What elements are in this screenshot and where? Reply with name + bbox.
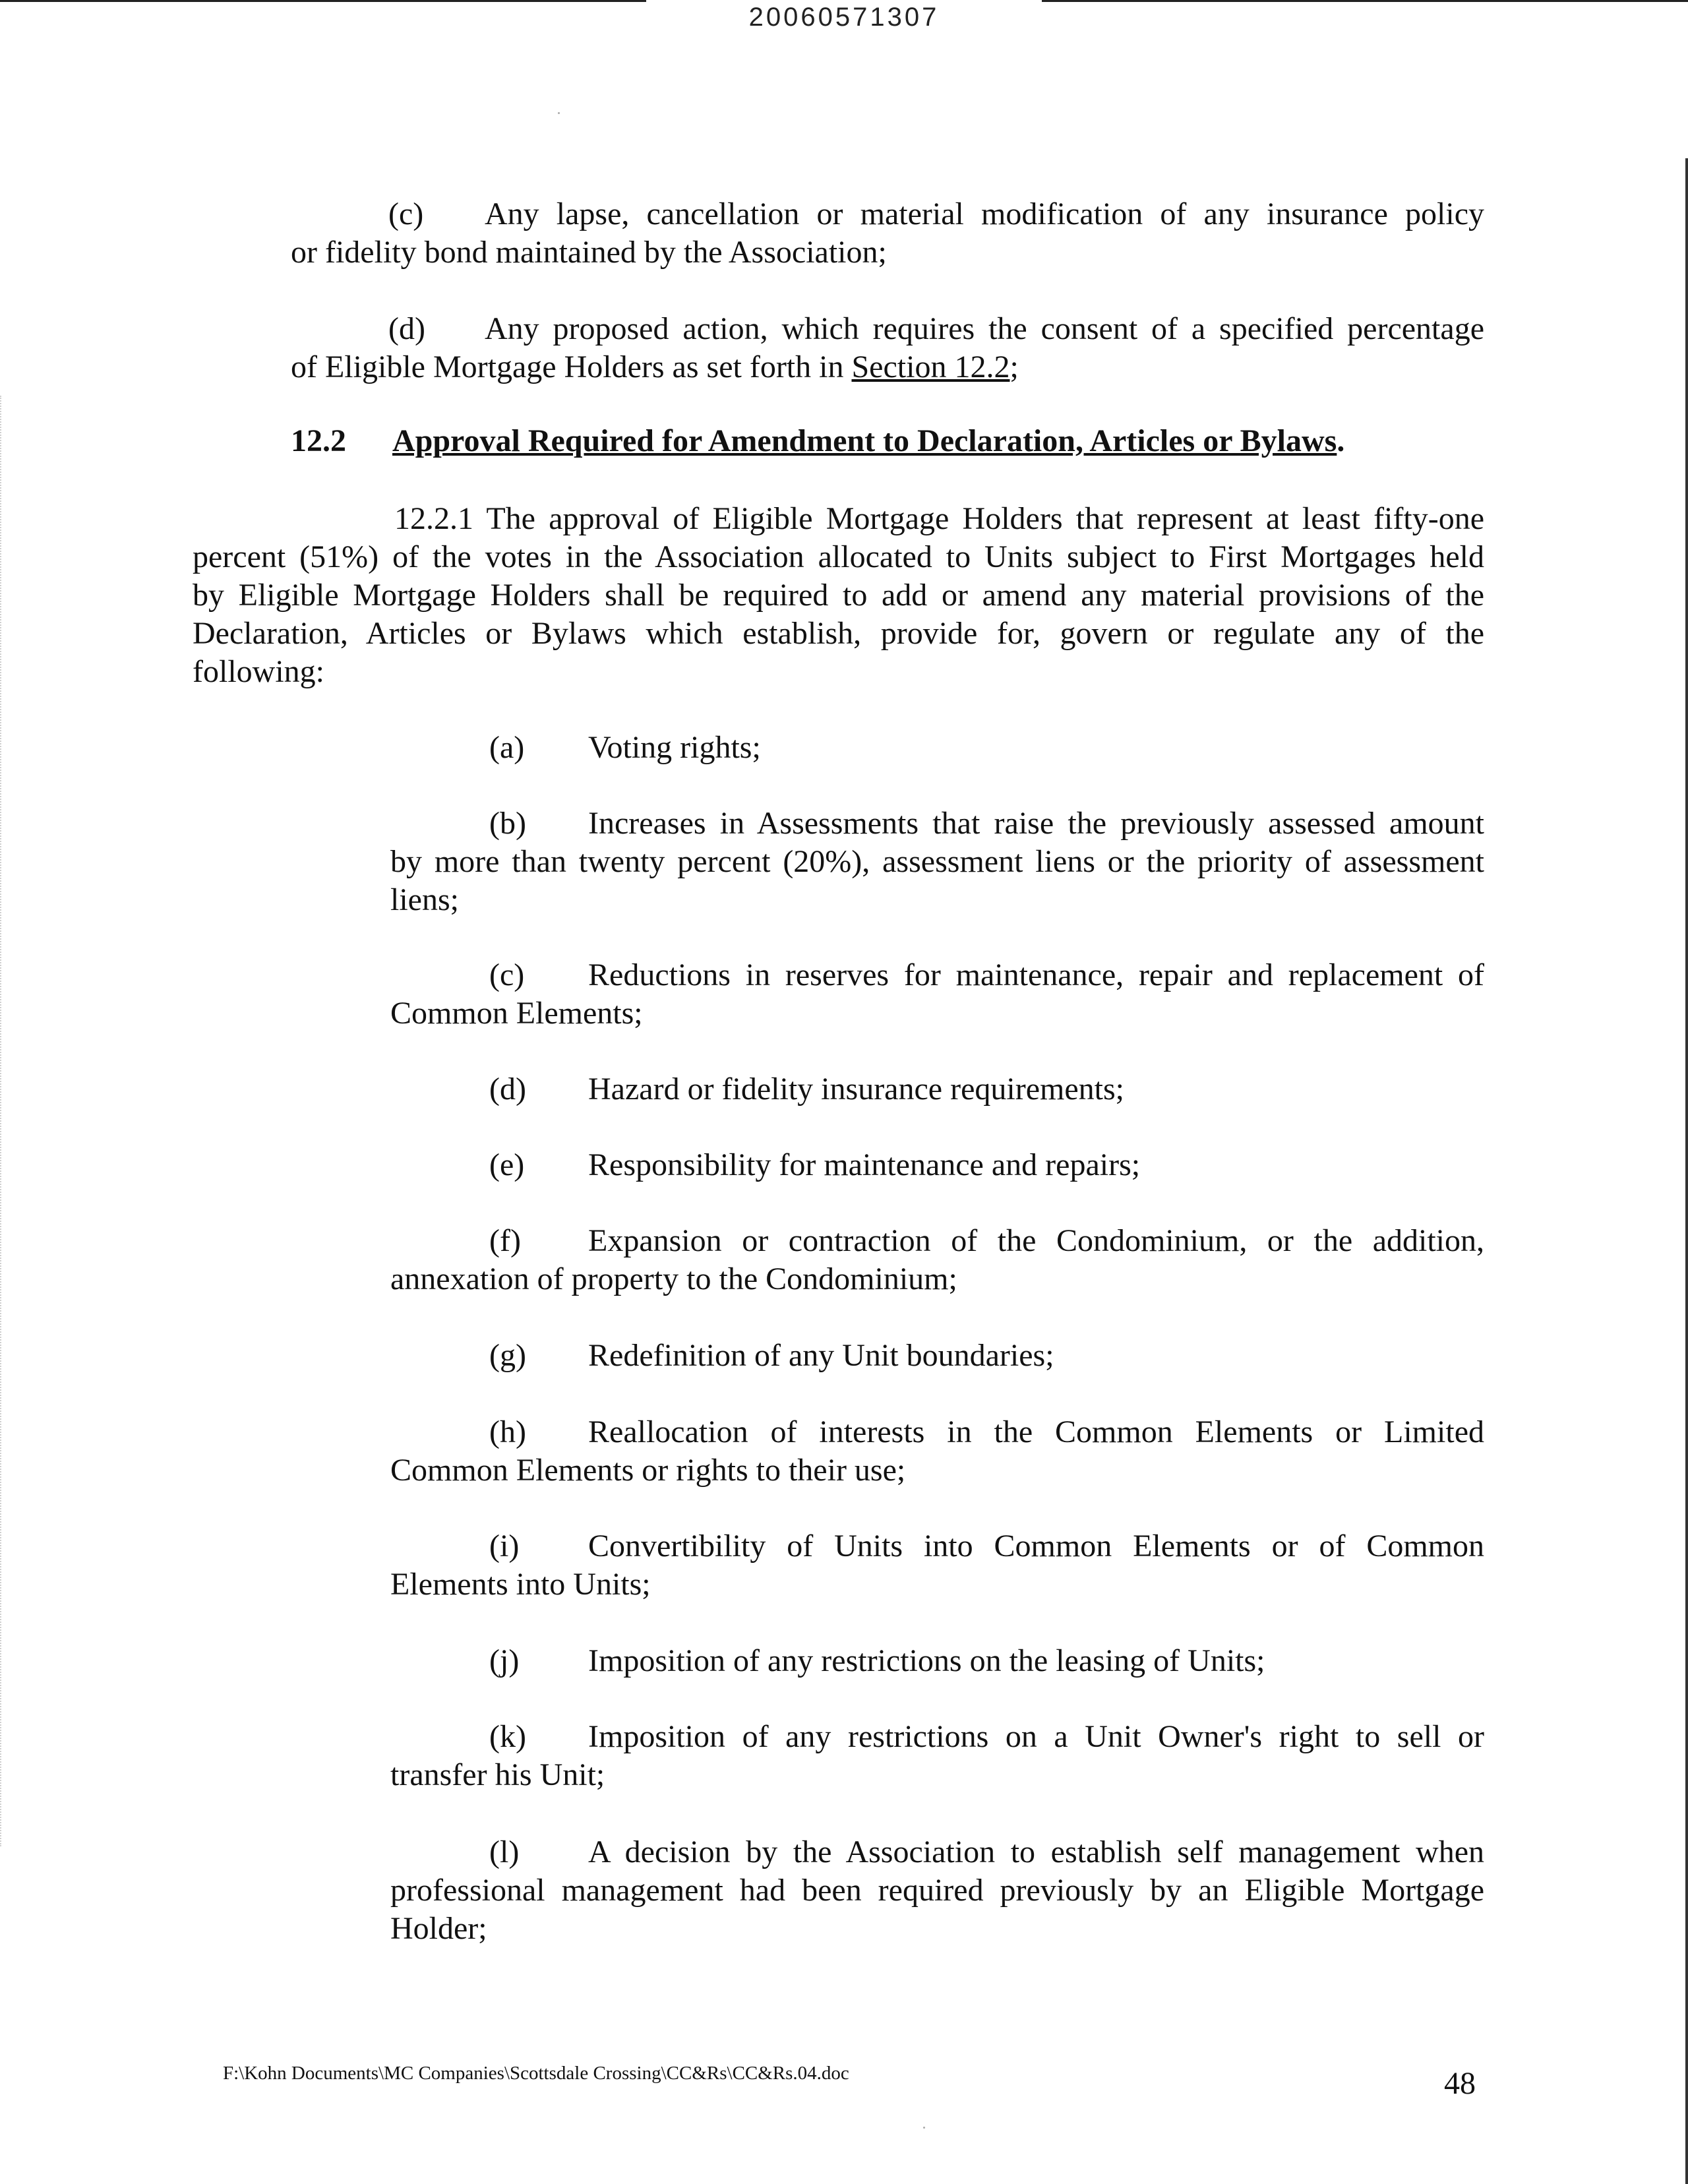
list-item — [390, 1413, 1484, 1490]
item-label: (e) — [489, 1147, 525, 1182]
item-text-continued: liens; — [390, 882, 459, 917]
intro-line: 12.2.1 The approval of Eligible Mortgage Holders that represent at least fifty-one — [394, 501, 1484, 536]
item-text-continued: or fidelity bond maintained by the Association; — [291, 235, 887, 270]
item-label: (j) — [489, 1643, 520, 1678]
intro-line: following: — [193, 654, 324, 689]
item-label: (l) — [489, 1835, 520, 1869]
scan-speck — [923, 2127, 925, 2129]
item-text: Reductions in reserves for maintenance, repair and replacement of — [588, 957, 1484, 992]
item-text-continued: of Eligible Mortgage Holders as set forth in — [291, 349, 852, 384]
list-item — [390, 1146, 1484, 1184]
section-heading — [291, 422, 1344, 460]
section-reference-link[interactable]: Section 12.2 — [851, 349, 1010, 384]
scan-edge-left — [0, 396, 3, 1846]
section-number: 12.2 — [291, 423, 346, 458]
item-label: (b) — [489, 806, 526, 841]
intro-line: Declaration, Articles or Bylaws which establish, provide for, govern or regulate any of the — [193, 616, 1484, 651]
top-item-c — [291, 195, 1484, 272]
item-text: Voting rights; — [588, 730, 761, 765]
list-item — [390, 729, 1484, 767]
file-path: F:\Kohn Documents\MC Companies\Scottsdale Crossing\CC&Rs\CC&Rs.04.doc — [223, 2063, 849, 2084]
scan-edge-right — [1685, 158, 1688, 2184]
item-label: (d) — [489, 1072, 526, 1107]
item-text-continued: by more than twenty percent (20%), assessment liens or the priority of assessment — [390, 844, 1484, 879]
item-text-punct: ; — [1010, 349, 1019, 384]
item-text: Redefinition of any Unit boundaries; — [588, 1338, 1054, 1373]
item-text: Increases in Assessments that raise the previously assessed amount — [588, 806, 1484, 841]
item-text: Any proposed action, which requires the consent of a specified percentage — [485, 311, 1484, 346]
intro-paragraph — [193, 500, 1484, 691]
item-label: (a) — [489, 730, 525, 765]
item-text-continued: professional management had been required previously by an Eligible Mortgage — [390, 1873, 1484, 1908]
item-text-continued: Common Elements; — [390, 996, 643, 1031]
item-text: Convertibility of Units into Common Elements or of Common — [588, 1529, 1484, 1563]
list-item — [390, 1833, 1484, 1948]
top-item-d — [291, 310, 1484, 386]
page-number: 48 — [1444, 2066, 1476, 2101]
list-item — [390, 1337, 1484, 1375]
item-label: (c) — [489, 957, 525, 992]
item-text: Reallocation of interests in the Common Elements or Limited — [588, 1414, 1484, 1449]
item-text-continued: Elements into Units; — [390, 1567, 651, 1602]
intro-line: percent (51%) of the votes in the Association allocated to Units subject to First Mortgages held — [193, 539, 1484, 574]
item-label: (c) — [388, 197, 424, 231]
item-text: Hazard or fidelity insurance requirements; — [588, 1072, 1124, 1107]
item-text: Expansion or contraction of the Condominium, or the addition, — [588, 1223, 1484, 1258]
item-label: (h) — [489, 1414, 526, 1449]
item-text: Imposition of any restrictions on the leasing of Units; — [588, 1643, 1265, 1678]
item-text-continued: annexation of property to the Condominium; — [390, 1261, 957, 1296]
document-number: 20060571307 — [748, 3, 940, 32]
item-label: (i) — [489, 1529, 520, 1563]
list-item — [390, 1222, 1484, 1298]
item-label: (k) — [489, 1719, 526, 1754]
item-text-continued: transfer his Unit; — [390, 1757, 605, 1792]
item-label: (d) — [388, 311, 425, 346]
item-text: Responsibility for maintenance and repairs; — [588, 1147, 1141, 1182]
item-label: (g) — [489, 1338, 526, 1373]
list-item — [390, 1642, 1484, 1680]
item-text: Imposition of any restrictions on a Unit Owner's right to sell or — [588, 1719, 1484, 1754]
list-item — [390, 1070, 1484, 1108]
item-text-continued: Common Elements or rights to their use; — [390, 1453, 906, 1488]
list-item — [390, 1527, 1484, 1604]
item-label: (f) — [489, 1223, 521, 1258]
list-item — [390, 804, 1484, 919]
item-text: A decision by the Association to establish self management when — [588, 1835, 1484, 1869]
scan-speck — [558, 112, 560, 114]
section-title-period: . — [1337, 423, 1345, 458]
list-item — [390, 956, 1484, 1033]
section-title: Approval Required for Amendment to Declaration, Articles or Bylaws — [392, 423, 1337, 458]
item-text-continued: Holder; — [390, 1911, 487, 1946]
intro-line: by Eligible Mortgage Holders shall be required to add or amend any material provisions of the — [193, 578, 1484, 613]
list-item — [390, 1718, 1484, 1794]
item-text: Any lapse, cancellation or material modification of any insurance policy — [485, 197, 1484, 231]
